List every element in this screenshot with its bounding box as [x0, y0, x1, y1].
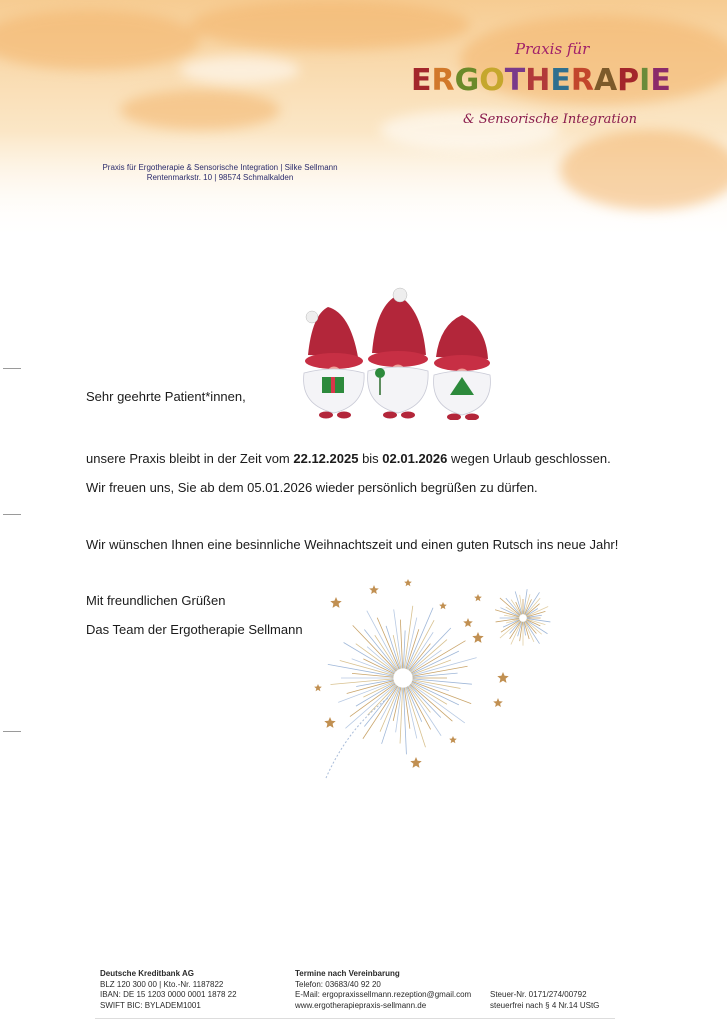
bank-line-2: IBAN: DE 15 1203 0000 0001 1878 22 — [100, 990, 237, 1000]
gold-star-icon — [369, 585, 379, 594]
closure-paragraph — [86, 451, 611, 466]
logo-letter: E — [550, 63, 570, 98]
sender-line-1: Praxis für Ergotherapie & Sensorische Integration | Silke Sellmann — [102, 163, 338, 172]
contact-title: Termine nach Vereinbarung — [295, 969, 400, 978]
logo-letter: E — [650, 63, 670, 98]
sender-address — [100, 163, 340, 183]
closure-end-date: 02.01.2026 — [382, 451, 448, 466]
logo-letter: T — [504, 63, 525, 98]
contact-phone: Telefon: 03683/40 92 20 — [295, 979, 381, 989]
gold-star-icon — [493, 698, 503, 707]
firework-ray — [405, 687, 417, 738]
bank-line-1: BLZ 120 300 00 | Kto.-Nr. 1187822 — [100, 979, 224, 989]
gold-star-icon — [449, 736, 457, 743]
logo-letter: I — [639, 63, 650, 98]
closure-text-mid: bis — [358, 451, 383, 466]
logo-top-text: Praxis für — [515, 40, 590, 58]
firework-ray — [406, 687, 426, 747]
closure-text-post: wegen Urlaub geschlossen. — [447, 451, 611, 466]
gold-star-icon — [404, 579, 412, 586]
gold-star-icon — [324, 717, 335, 728]
firework-trail — [326, 698, 388, 778]
fireworks-illustration — [308, 578, 573, 783]
fold-mark-bottom — [3, 731, 21, 732]
salutation: Sehr geehrte Patient*innen, — [86, 389, 246, 404]
gold-star-icon — [472, 632, 483, 643]
logo-sub-text: & Sensorische Integration — [463, 112, 637, 127]
firework-ray — [500, 621, 520, 638]
closing-line-1: Mit freundlichen Grüßen — [86, 593, 226, 608]
gold-star-icon — [474, 594, 482, 601]
logo-letter: R — [570, 63, 593, 98]
footer-tax-details — [490, 990, 599, 1011]
footer-contact-details — [295, 969, 471, 1011]
footer-bank-details — [100, 969, 237, 1011]
christmas-gnomes-illustration — [290, 285, 500, 420]
logo-letter: P — [617, 63, 639, 98]
firework-ray — [500, 598, 520, 615]
gold-star-icon — [463, 618, 473, 627]
footer-divider — [95, 1018, 615, 1019]
contact-email: E-Mail: ergopraxissellmann.rezeption@gmail.com — [295, 990, 472, 1000]
logo-letter: E — [411, 63, 431, 98]
logo-letter: H — [525, 63, 550, 98]
sender-line-2: Rentenmarkstr. 10 | 98574 Schmalkalden — [146, 173, 294, 182]
reopening-paragraph: Wir freuen uns, Sie ab dem 05.01.2026 wieder persönlich begrüßen zu dürfen. — [86, 480, 538, 495]
firework-ray — [411, 684, 465, 723]
bank-name: Deutsche Kreditbank AG — [100, 969, 194, 978]
tax-exemption: steuerfrei nach § 4 Nr.14 UStG — [490, 1000, 600, 1010]
closing-line-2: Das Team der Ergotherapie Sellmann — [86, 622, 303, 637]
fold-mark-middle — [3, 514, 21, 515]
bank-line-3: SWIFT BIC: BYLADEM1001 — [100, 1000, 201, 1010]
firework-ray — [382, 687, 400, 744]
logo-letter: A — [593, 63, 617, 98]
gold-star-icon — [330, 597, 341, 608]
closure-text-pre: unsere Praxis bleibt in der Zeit vom — [86, 451, 294, 466]
gold-star-icon — [497, 672, 508, 683]
tax-number: Steuer-Nr. 0171/274/00792 — [490, 990, 587, 999]
practice-logo — [405, 38, 705, 138]
logo-main-text — [411, 64, 670, 98]
gold-star-icon — [410, 757, 421, 768]
gold-star-icon — [439, 602, 447, 609]
closure-start-date: 22.12.2025 — [293, 451, 359, 466]
gold-star-icon — [314, 684, 322, 691]
logo-letter: G — [454, 63, 479, 98]
season-greetings-paragraph: Wir wünschen Ihnen eine besinnliche Weihnachtszeit und einen guten Rutsch ins neue Jahr! — [86, 537, 619, 552]
logo-letter: O — [479, 63, 504, 98]
fold-mark-top — [3, 368, 21, 369]
logo-letter: R — [431, 63, 454, 98]
firework-ray — [410, 640, 447, 672]
contact-website: www.ergotherapiepraxis-sellmann.de — [295, 1000, 427, 1010]
firework-ray — [405, 618, 417, 669]
